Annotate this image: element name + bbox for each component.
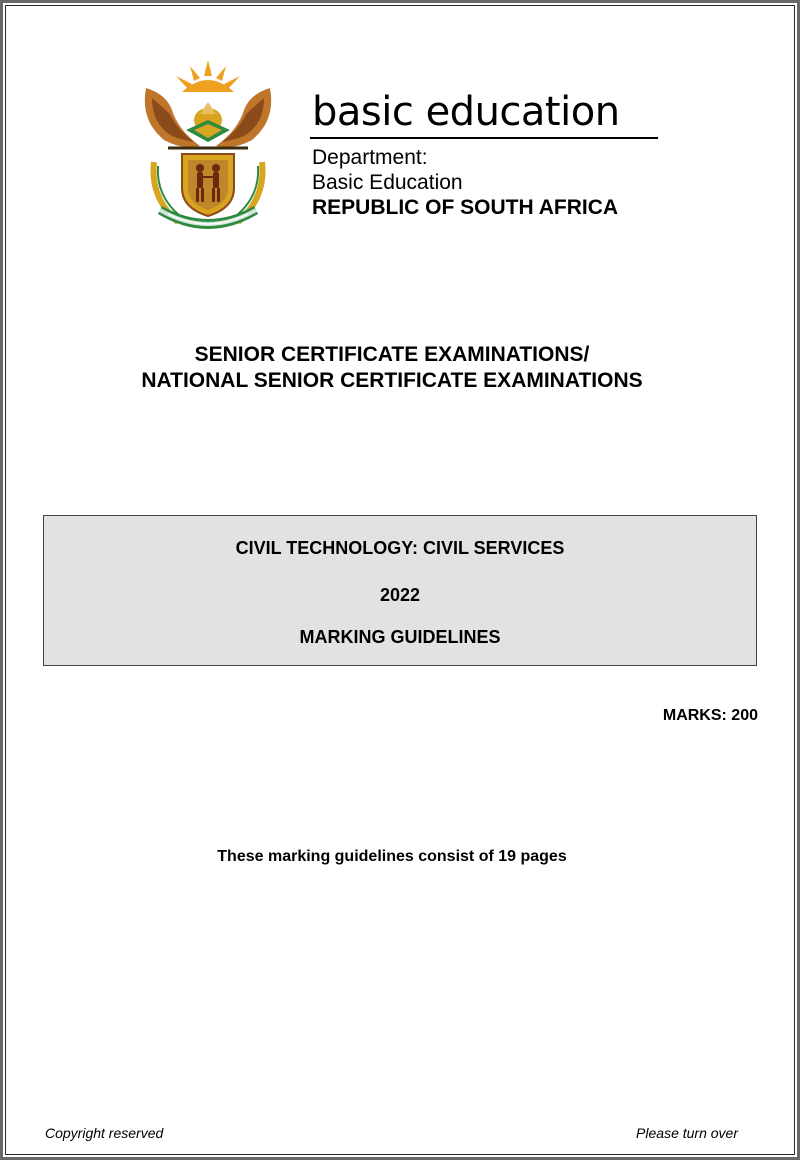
marks-total: MARKS: 200 bbox=[662, 707, 758, 724]
department-name: Basic Education bbox=[312, 171, 463, 194]
footer-turn-over: Please turn over bbox=[636, 1125, 738, 1141]
department-label: Department: bbox=[312, 146, 428, 169]
coat-of-arms-icon bbox=[138, 58, 278, 236]
page-count-note: These marking guidelines consist of 19 pages bbox=[217, 848, 567, 865]
country-name: REPUBLIC OF SOUTH AFRICA bbox=[312, 196, 619, 219]
exam-title-line-1: SENIOR CERTIFICATE EXAMINATIONS/ bbox=[194, 343, 590, 366]
brand-underline bbox=[310, 137, 658, 139]
exam-title-line-2: NATIONAL SENIOR CERTIFICATE EXAMINATIONS bbox=[141, 369, 643, 392]
subject-box bbox=[43, 515, 757, 666]
subject-title: CIVIL TECHNOLOGY: CIVIL SERVICES bbox=[235, 538, 565, 558]
exam-year: 2022 bbox=[379, 585, 421, 605]
document-type: MARKING GUIDELINES bbox=[299, 627, 501, 647]
footer-copyright: Copyright reserved bbox=[45, 1125, 164, 1141]
brand-title: basic education bbox=[312, 89, 620, 135]
